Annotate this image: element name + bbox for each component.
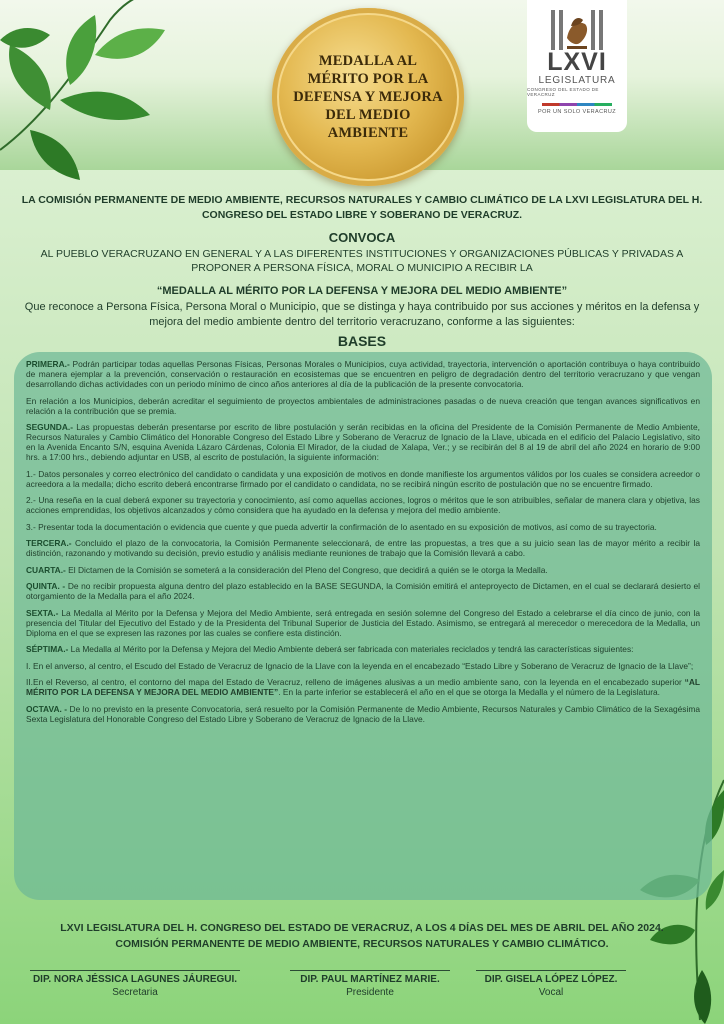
base-label: CUARTA.- (26, 564, 66, 575)
logo-fine-print: CONGRESO DEL ESTADO DE VERACRUZ (527, 87, 599, 97)
base-text: Las propuestas deberán presentarse por escrito de libre postulación y serán recibidas en la oficina del Presidente de la Comisión Permanente de Medio Ambiente, Recursos Naturales y Cambio Climático del Honorable Congreso del Estado Libre y Soberano de Veracruz de Ignacio de la Llave, ubicada en el edificio del Palacio Legislativo, sito en la Avenida Encanto S/N, esquina Avenida Lázaro Cárdenas, Colonia El Mirador, de la ciudad de Xalapa, Ver.; y se recibirán del 8 al 19 de abril del año 2024 en horario de 9:00 hrs. a 17:00 hrs., debiendo adjuntar en USB, al escrito de postulación, la siguiente información: (26, 422, 700, 462)
base-octava (26, 704, 700, 724)
medal-emblem (272, 8, 464, 186)
legislature-logo (527, 0, 627, 132)
signatory-role: Presidente (346, 987, 394, 998)
base-text: Concluido el plazo de la convocatoria, la Comisión Permanente seleccionará, de entre las propuestas, a tres que a su juicio sean las de mayor mérito a recibir la distinción, razonando y motivando su decisión, previo estudio y análisis mediante reuniones de trabajo que la Comisión llevará a cabo. (26, 538, 700, 558)
base-text: El Dictamen de la Comisión se someterá a la consideración del Pleno del Congreso, que decidirá a quién se le otorga la Medalla. (65, 564, 548, 575)
medal-text: MEDALLA AL MÉRITO POR LA DEFENSA Y MEJORA DEL MEDIO AMBIENTE (293, 53, 443, 141)
requirement-item-2: 2.- Una reseña en la cual deberá exponer su trayectoria y conocimiento, así como aquellas acciones, logros o méritos que le son atribuibles, señalar de manera clara y objetiva, las acciones emprendidas, los objetivos alcanzados y cómo considera que ha ayudado en la defensa y mejora del medio ambiente. (26, 495, 700, 515)
base-segunda (26, 422, 700, 462)
base-label: PRIMERA.- (26, 359, 70, 369)
requirement-item-3: 3.- Presentar toda la documentación o evidencia que cuente y que pueda advertir la confirmación de lo asentado en su exposición de motivos, así como de su trayectoria. (26, 521, 657, 532)
signature-line (30, 970, 240, 971)
base-label: TERCERA.- (26, 538, 72, 548)
logo-color-stripe (542, 103, 612, 106)
convoca-title: CONVOCA (328, 230, 396, 245)
signature-line (290, 970, 450, 971)
base-text: La Medalla al Mérito por la Defensa y Mejora del Medio Ambiente, será entregada en sesión solemne del Congreso del Estado a celebrarse el día cinco de junio, con la presencia del Titular del Ejecutivo del Estado y de la Presidenta del Tribunal Superior de Justicia del Estado. Asimismo, se entregará al merecedor o merecedora de la Medalla, un Diploma en el que se expresen las razones por las cuales se confiere esta distinción. (26, 607, 700, 638)
signatory-role: Secretaria (112, 987, 158, 998)
signatory-role: Vocal (538, 987, 564, 998)
base-label: SEGUNDA.- (26, 422, 73, 432)
signatory-name: DIP. NORA JÉSSICA LAGUNES JÁUREGUI. (32, 974, 238, 985)
characteristic-text: . En la parte inferior se establecerá el año en el que se otorga la Medalla y el número de la Legislatura. (278, 687, 660, 697)
base-sexta (26, 608, 700, 638)
base-tercera (26, 538, 700, 558)
bases-panel (14, 352, 712, 900)
base-label: SÉPTIMA.- (26, 644, 69, 654)
base-label: SEXTA.- (26, 607, 59, 618)
logo-title: LXVI (547, 48, 607, 76)
base-text: De lo no previsto en la presente Convocatoria, será resuelto por la Comisión Permanente de Medio Ambiente, Recursos Naturales y Cambio Climático de la Sexagésima Sexta Legislatura del Honorable Congreso del Estado Libre y Soberano de Veracruz de Ignacio de la Llave. (26, 703, 700, 724)
base-quinta (26, 581, 700, 601)
document-heading: LA COMISIÓN PERMANENTE DE MEDIO AMBIENTE, RECURSOS NATURALES Y CAMBIO CLIMÁTICO DE LA LXVI LEGISLATURA DEL H. CONGRESO DEL ESTADO LIBRE Y SOBERANO DE VERACRUZ. (21, 194, 703, 221)
signature-presidente (290, 970, 450, 998)
requirement-item-1: 1.- Datos personales y correo electrónico del candidato o candidata y una exposición de motivos en donde manifieste los argumentos válidos por los cuales se considera acreedor o acreedora a la medalla; dicho escrito deberá encontrarse firmado por el candidato o candidata, no se recibirá ningún escrito de postulación que no se encuentre firmado. (26, 468, 700, 489)
signature-secretaria (30, 970, 240, 998)
base-cuarta (26, 565, 700, 575)
signature-line (476, 970, 626, 971)
veracruz-eagle-crest-icon (547, 8, 607, 52)
leaf-branch-icon (0, 0, 170, 185)
footer-commission-line: COMISIÓN PERMANENTE DE MEDIO AMBIENTE, RECURSOS NATURALES Y CAMBIO CLIMÁTICO. (115, 938, 609, 950)
logo-slogan: POR UN SOLO VERACRUZ (538, 109, 616, 115)
base-text: Podrán participar todas aquellas Personas Físicas, Personas Morales o Municipios, cuya actividad, trayectoria, intervención o aportación contribuya o haya contribuido de manera ejemplar a la prevención, conservación o restauración en ecosistemas que se encuentren en peligro de degradación dentro del territorio veracruzano y que vengan desarrollando dichas actividades con un periodo mínimo de cinco años anteriores al día de la publicación de la presente convocatoria. (26, 359, 700, 389)
base-label: OCTAVA. - (26, 703, 68, 714)
base-primera (26, 359, 700, 389)
characteristic-legend: “AL MÉRITO POR LA DEFENSA Y MEJORA DEL MEDIO AMBIENTE” (26, 677, 700, 697)
invite-text: AL PUEBLO VERACRUZANO EN GENERAL Y A LAS DIFERENTES INSTITUCIONES Y ORGANIZACIONES PÚBLICAS Y PRIVADAS A PROPONER A PERSONA FÍSICA, MORAL O MUNICIPIO A RECIBIR LA (40, 248, 684, 274)
medal-name: “MEDALLA AL MÉRITO POR LA DEFENSA Y MEJORA DEL MEDIO AMBIENTE” (156, 285, 568, 297)
base-label: QUINTA. - (26, 581, 66, 591)
characteristic-text: II.En el Reverso, al centro, el contorno del mapa del Estado de Veracruz, relleno de imágenes alusivas a un medio ambiente sano, con la leyenda en el encabezado superior (26, 677, 685, 687)
recognize-text: Que reconoce a Persona Física, Persona Moral o Municipio, que se distinga y haya contribuido por sus acciones y méritos en la defensa y mejora del medio ambiente dentro del territorio veracruzano, conforme a las siguientes: (24, 301, 700, 328)
document-footer (0, 920, 724, 952)
footer-date-line: LXVI LEGISLATURA DEL H. CONGRESO DEL ESTADO DE VERACRUZ, A LOS 4 DÍAS DEL MES DE ABRIL DEL AÑO 2024. (60, 922, 664, 934)
logo-subtitle: LEGISLATURA (538, 75, 616, 86)
base-primera-municipios: En relación a los Municipios, deberán acreditar el seguimiento de proyectos ambientales de administraciones pasadas o de nueva creación que tengan avances significativos en relación a la contribución que se premia. (26, 395, 700, 416)
signatory-name: DIP. PAUL MARTÍNEZ MARIE. (300, 974, 440, 985)
characteristic-i: I. En el anverso, al centro, el Escudo del Estado de Veracruz de Ignacio de la Llave con la leyenda en el encabezado “Estado Libre y Soberano de Veracruz de Ignacio de la Llave”; (26, 660, 694, 671)
signatory-name: DIP. GISELA LÓPEZ LÓPEZ. (484, 974, 618, 985)
signature-vocal (476, 970, 626, 998)
bases-title: BASES (337, 333, 387, 349)
characteristic-ii (26, 677, 700, 697)
base-septima (26, 644, 700, 654)
base-text: La Medalla al Mérito por la Defensa y Mejora del Medio Ambiente deberá ser fabricada con materiales reciclados y tendrá las características siguientes: (68, 644, 634, 654)
base-text: De no recibir propuesta alguna dentro del plazo establecido en la BASE SEGUNDA, la Comisión emitirá el anteproyecto de Dictamen, en el cual se declarará desierto el otorgamiento de la Medalla para el año 2024. (26, 581, 700, 601)
